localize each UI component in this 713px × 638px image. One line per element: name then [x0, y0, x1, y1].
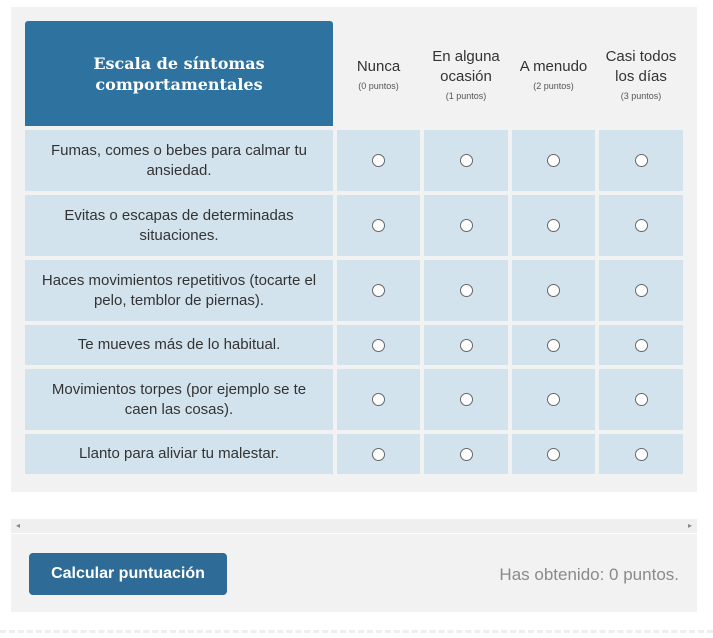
answer-cell	[424, 325, 508, 365]
answer-radio[interactable]	[372, 154, 385, 167]
answer-cell	[512, 369, 595, 430]
answer-cell	[337, 325, 420, 365]
footer-bar	[11, 534, 697, 612]
answer-radio[interactable]	[460, 219, 473, 232]
answer-radio[interactable]	[547, 339, 560, 352]
column-header	[424, 21, 508, 126]
answer-cell	[599, 130, 683, 191]
answer-radio[interactable]	[547, 448, 560, 461]
answer-cell	[424, 195, 508, 256]
answer-cell	[512, 434, 595, 474]
answer-radio[interactable]	[635, 448, 648, 461]
scroll-right-icon[interactable]: ▸	[687, 521, 692, 530]
answer-cell	[599, 325, 683, 365]
answer-radio[interactable]	[372, 448, 385, 461]
column-label: Nunca	[356, 57, 401, 75]
answer-radio[interactable]	[460, 339, 473, 352]
answer-radio[interactable]	[372, 219, 385, 232]
question-text: Movimientos torpes (por ejemplo se te caen las cosas).	[25, 369, 333, 430]
column-header	[337, 21, 420, 126]
answer-radio[interactable]	[635, 339, 648, 352]
column-label: Casi todos los días	[605, 47, 677, 85]
answer-cell	[512, 325, 595, 365]
questionnaire-panel	[11, 7, 697, 492]
answer-radio[interactable]	[547, 154, 560, 167]
divider	[0, 630, 713, 633]
column-points: (0 puntos)	[358, 80, 399, 91]
answer-cell	[424, 260, 508, 321]
answer-cell	[424, 369, 508, 430]
column-points: (3 puntos)	[620, 90, 662, 101]
answer-radio[interactable]	[635, 219, 648, 232]
scroll-left-icon[interactable]: ◂	[16, 521, 21, 530]
answer-cell	[337, 130, 420, 191]
answer-radio[interactable]	[460, 448, 473, 461]
answer-cell	[599, 195, 683, 256]
answer-radio[interactable]	[372, 284, 385, 297]
answer-cell	[337, 260, 420, 321]
answer-radio[interactable]	[547, 284, 560, 297]
column-header	[512, 21, 595, 126]
answer-radio[interactable]	[635, 284, 648, 297]
answer-radio[interactable]	[547, 393, 560, 406]
column-label: A menudo	[519, 57, 588, 75]
answer-cell	[424, 434, 508, 474]
column-label: En alguna ocasión	[432, 47, 500, 85]
table-header-title: Escala de síntomas comportamentales	[25, 21, 333, 126]
question-text: Evitas o escapas de determinadas situaciones.	[25, 195, 333, 256]
answer-cell	[599, 434, 683, 474]
column-points: (2 puntos)	[533, 80, 574, 91]
question-text: Fumas, comes o bebes para calmar tu ansiedad.	[25, 130, 333, 191]
symptom-scale-table	[25, 21, 683, 474]
score-result: Has obtenido: 0 puntos.	[499, 565, 679, 584]
answer-radio[interactable]	[460, 284, 473, 297]
column-header	[599, 21, 683, 126]
horizontal-scrollbar[interactable]	[11, 519, 697, 533]
answer-radio[interactable]	[547, 219, 560, 232]
answer-radio[interactable]	[635, 393, 648, 406]
answer-radio[interactable]	[372, 339, 385, 352]
column-points: (1 puntos)	[445, 90, 487, 101]
answer-radio[interactable]	[460, 393, 473, 406]
answer-cell	[599, 260, 683, 321]
question-text: Llanto para aliviar tu malestar.	[25, 434, 333, 474]
question-text: Haces movimientos repetitivos (tocarte el pelo, temblor de piernas).	[25, 260, 333, 321]
answer-radio[interactable]	[460, 154, 473, 167]
answer-cell	[337, 195, 420, 256]
answer-cell	[512, 260, 595, 321]
answer-cell	[599, 369, 683, 430]
answer-cell	[424, 130, 508, 191]
answer-cell	[512, 195, 595, 256]
answer-cell	[512, 130, 595, 191]
answer-cell	[337, 369, 420, 430]
question-text: Te mueves más de lo habitual.	[25, 325, 333, 365]
calculate-score-button[interactable]: Calcular puntuación	[29, 553, 227, 595]
answer-cell	[337, 434, 420, 474]
answer-radio[interactable]	[372, 393, 385, 406]
answer-radio[interactable]	[635, 154, 648, 167]
